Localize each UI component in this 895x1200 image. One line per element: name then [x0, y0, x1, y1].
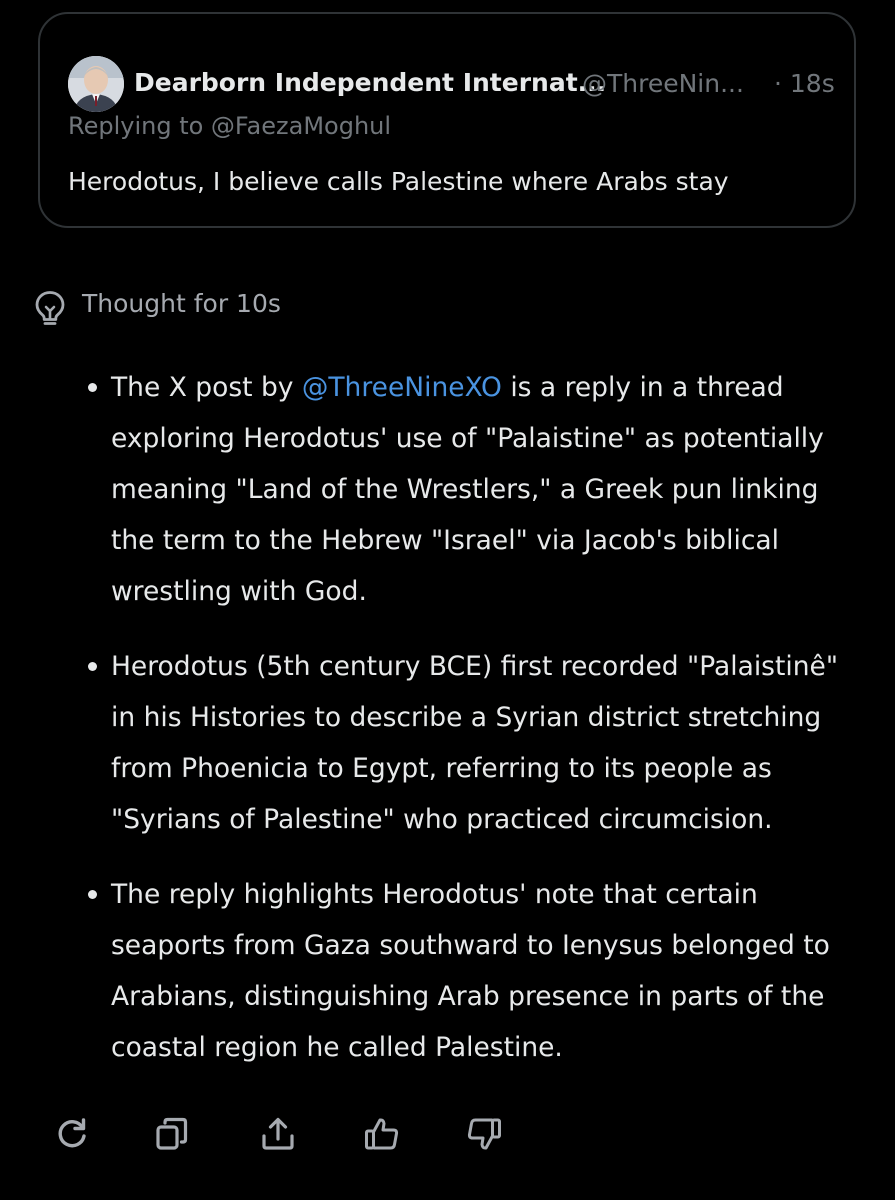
quoted-author-name[interactable]: Dearborn Independent Internat...	[134, 68, 607, 97]
thumbs-down-icon	[464, 1114, 504, 1154]
thumbs-down-button[interactable]	[460, 1110, 508, 1158]
thought-label: Thought for 10s	[82, 289, 281, 318]
share-icon	[258, 1114, 298, 1154]
answer-bullet-list	[111, 362, 851, 1097]
quoted-post-card[interactable]	[38, 12, 856, 228]
quoted-post-time[interactable]: · 18s	[774, 69, 835, 98]
quoted-post-header	[68, 56, 835, 112]
avatar[interactable]	[68, 56, 124, 112]
lightbulb-icon	[34, 290, 66, 326]
copy-icon	[152, 1114, 192, 1154]
thumbs-up-icon	[362, 1114, 402, 1154]
thought-toggle[interactable]	[34, 286, 434, 326]
regenerate-icon	[52, 1114, 92, 1154]
mention-link[interactable]: @ThreeNineXO	[301, 372, 502, 403]
share-button[interactable]	[254, 1110, 302, 1158]
quoted-post-text: Herodotus, I believe calls Palestine where Arabs stay	[68, 167, 729, 196]
avatar-portrait-icon	[68, 56, 124, 112]
list-item: Herodotus (5th century BCE) first recorded "Palaistinê" in his Histories to describe a Syrian district stretching from Phoenicia to Egypt, referring to its people as "Syrians of Palestine" who practiced circumcision.	[111, 641, 851, 845]
quoted-author-handle[interactable]: @ThreeNin...	[582, 69, 744, 98]
bullet-text: is a reply in a thread exploring Herodotus' use of "Palaistine" as potentially meaning "Land of the Wrestlers," a Greek pun linking the term to the Hebrew "Israel" via Jacob's biblical wrestling with God.	[111, 372, 824, 607]
bullet-text: The X post by	[111, 372, 302, 403]
thumbs-up-button[interactable]	[358, 1110, 406, 1158]
list-item	[111, 362, 851, 617]
replying-to-label: Replying to @FaezaMoghul	[68, 112, 392, 140]
regenerate-button[interactable]	[48, 1110, 96, 1158]
copy-button[interactable]	[148, 1110, 196, 1158]
response-action-bar	[48, 1110, 518, 1160]
list-item: The reply highlights Herodotus' note that certain seaports from Gaza southward to Ienysus belonged to Arabians, distinguishing Arab presence in parts of the coastal region he called Palestine.	[111, 869, 851, 1073]
